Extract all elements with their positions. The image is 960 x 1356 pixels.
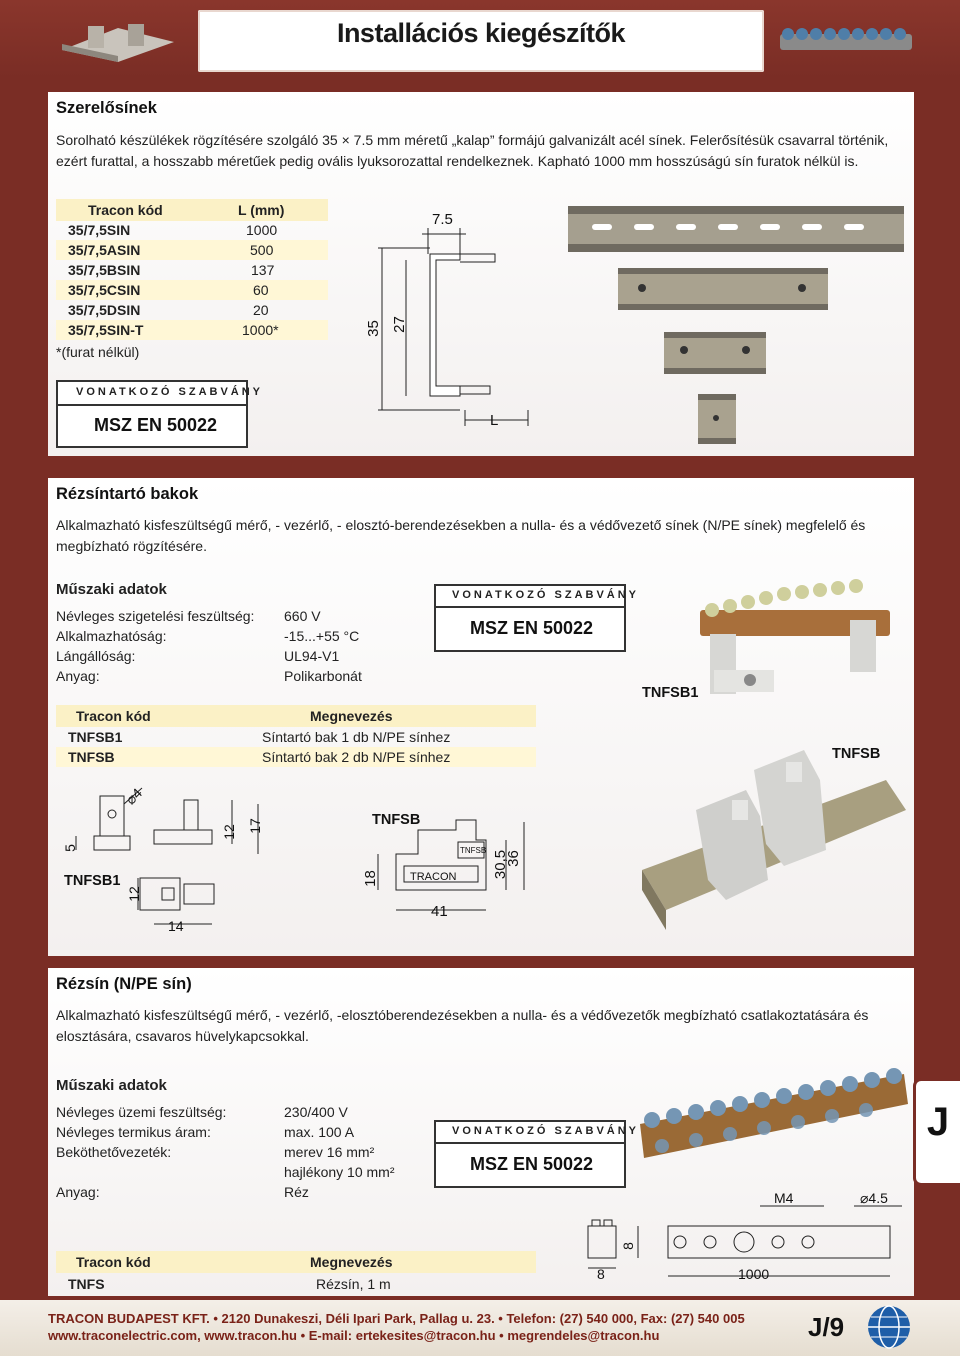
dim-length: L	[490, 412, 499, 429]
section-title-busbar: Rézsín (N/PE sín)	[56, 975, 192, 993]
spec-value: Réz	[284, 1184, 309, 1200]
dim-8: 8	[597, 1266, 605, 1282]
row-code: 35/7,5CSIN	[68, 282, 141, 298]
row-length: 20	[253, 302, 269, 318]
dim-height-outer: 35	[364, 320, 382, 337]
section-rails-description: Sorolható készülékek rögzítésére szolgáló 35 × 7.5 mm méretű „kalap” formájú galvanizált acél sínek. Felerősítésük csavarral történik, ezért furattal, a hosszabb méretűek pedig ovális lyuksorozattal rendelkeznek. Kapható 1000 mm hosszúságú sín furatok nélkül is.	[56, 132, 889, 169]
product-image-tnfsb	[636, 740, 912, 950]
footer-address: TRACON BUDAPEST KFT. • 2120 Dunakeszi, Déli Ipari Park, Pallag u. 23. • Telefon: (27) 540 000, Fax: (27) 540 005	[48, 1311, 745, 1326]
spec-value: max. 100 A	[284, 1124, 355, 1140]
busbar-table-header-name: Megnevezés	[310, 1254, 393, 1270]
standard-value: MSZ EN 50022	[470, 618, 594, 638]
specs-title: Műszaki adatok	[56, 1077, 167, 1094]
dim-8-vertical: 8	[619, 1242, 636, 1250]
product-image-busbar	[776, 20, 916, 60]
row-length: 1000*	[242, 322, 279, 338]
row-length: 60	[253, 282, 269, 298]
product-image-tnfsb1	[690, 574, 910, 714]
section-rail-holders-description: Alkalmazható kisfeszültségű mérő, - vezérlő, - elosztó-berendezésekben a nulla- és a védővezető sínek (N/PE sínek) megfelelő és megbízható rögzítésére.	[56, 517, 866, 554]
dim-41: 41	[431, 903, 448, 920]
table-row	[56, 300, 328, 320]
table-row	[56, 1274, 536, 1294]
row-length: 137	[251, 262, 275, 278]
drawing-label-tnfsb1: TNFSB1	[64, 873, 121, 889]
rails-footnote: *(furat nélkül)	[56, 344, 140, 360]
spec-label: Anyag:	[56, 1184, 100, 1200]
page-title: Installációs kiegészítők	[336, 18, 626, 48]
standard-label: VONATKOZÓ SZABVÁNY	[452, 1125, 640, 1137]
photo-label-tnfsb: TNFSB	[832, 746, 881, 762]
table-row	[56, 260, 328, 280]
dim-14: 14	[168, 918, 184, 934]
rail-profile-drawing	[360, 210, 540, 442]
standard-label: VONATKOZÓ SZABVÁNY	[452, 589, 640, 601]
dim-12a: 12	[220, 824, 237, 840]
holders-table-header-code: Tracon kód	[76, 708, 151, 724]
spec-label: Névleges üzemi feszültség:	[56, 1104, 227, 1120]
table-row	[56, 727, 536, 747]
row-code: 35/7,5SIN-T	[68, 322, 144, 338]
spec-label: Anyag:	[56, 668, 100, 684]
holders-table-header-name: Megnevezés	[310, 708, 393, 724]
tnfsb1-drawing	[60, 784, 270, 934]
globe-icon	[866, 1304, 912, 1350]
table-row	[56, 240, 328, 260]
row-length: 1000	[246, 222, 278, 238]
spec-value: UL94-V1	[284, 648, 340, 664]
standard-value: MSZ EN 50022	[470, 1154, 594, 1174]
dim-18: 18	[361, 870, 379, 887]
spec-value: -15...+55 °C	[284, 628, 360, 644]
row-code: 35/7,5DSIN	[68, 302, 141, 318]
section-title-rails: Szerelősínek	[56, 99, 157, 117]
chapter-tab-letter: J	[926, 1100, 950, 1144]
row-code: TNFSB	[68, 749, 115, 765]
footer-contacts[interactable]: www.traconelectric.com, www.tracon.hu • E-mail: ertekesites@tracon.hu • megrendeles@tracon.hu	[48, 1328, 660, 1343]
standard-value: MSZ EN 50022	[94, 415, 218, 435]
product-image-busbar-rail	[636, 1064, 910, 1174]
spec-label: Névleges szigetelési feszültség:	[56, 608, 255, 624]
busbar-table-header-code: Tracon kód	[76, 1254, 151, 1270]
table-row	[56, 747, 536, 767]
section-title-rail-holders: Rézsíntartó bakok	[56, 485, 199, 503]
spec-label: Beköthetővezeték:	[56, 1144, 172, 1160]
row-code: TNFS	[68, 1276, 105, 1292]
rails-table-header-code: Tracon kód	[88, 202, 163, 218]
dim-36: 36	[504, 850, 522, 867]
row-code: 35/7,5SIN	[68, 222, 131, 238]
page-number: J/9	[808, 1312, 845, 1342]
row-code: TNFSB1	[68, 729, 123, 745]
spec-label: Lángállóság:	[56, 648, 136, 664]
row-name: Síntartó bak 1 db N/PE sínhez	[262, 729, 451, 745]
spec-value: hajlékony 10 mm²	[284, 1164, 395, 1180]
photo-label-tnfsb1: TNFSB1	[642, 685, 699, 701]
drawing-label-tnfsb: TNFSB	[372, 812, 421, 828]
dim-30: 30,5	[492, 849, 510, 880]
rails-table-header-length: L (mm)	[238, 202, 285, 218]
dim-5: 5	[61, 844, 78, 852]
table-row	[56, 320, 328, 340]
drawing-brand: TRACON	[410, 871, 457, 883]
standard-divider	[56, 404, 248, 406]
spec-value: 230/400 V	[284, 1104, 348, 1120]
spec-value: 660 V	[284, 608, 321, 624]
dim-m4: M4	[774, 1190, 794, 1206]
drawing-inner-label: TNFSB	[460, 846, 487, 855]
standard-divider	[434, 1142, 626, 1144]
row-length: 500	[250, 242, 274, 258]
specs-title: Műszaki adatok	[56, 581, 167, 598]
standard-label: VONATKOZÓ SZABVÁNY	[76, 386, 264, 398]
dim-diameter: ⌀4	[122, 784, 146, 808]
product-image-rail-clip	[58, 14, 178, 64]
dim-height-inner: 27	[390, 316, 408, 333]
row-code: 35/7,5ASIN	[68, 242, 141, 258]
dim-width: 7.5	[432, 211, 453, 228]
dim-1000: 1000	[738, 1266, 770, 1282]
section-busbar-description: Alkalmazható kisfeszültségű mérő, - vezérlő, -elosztóberendezésekben a nulla- és a védővezetők megbízható csatlakoztatására és elosztására, csavaros hüvelykapcsokkal.	[56, 1007, 869, 1044]
row-name: Rézsín, 1 m	[316, 1276, 391, 1292]
row-code: 35/7,5BSIN	[68, 262, 141, 278]
dim-diameter-45: ⌀4.5	[860, 1190, 888, 1206]
dim-12b: 12	[125, 886, 142, 902]
rail-photos	[562, 200, 907, 450]
standard-divider	[434, 606, 626, 608]
table-row	[56, 220, 328, 240]
table-row	[56, 280, 328, 300]
spec-label: Névleges termikus áram:	[56, 1124, 211, 1140]
spec-value: Polikarbonát	[284, 668, 362, 684]
row-name: Síntartó bak 2 db N/PE sínhez	[262, 749, 451, 765]
dim-17: 17	[246, 818, 263, 834]
spec-label: Alkalmazhatóság:	[56, 628, 167, 644]
spec-value: merev 16 mm²	[284, 1144, 375, 1160]
